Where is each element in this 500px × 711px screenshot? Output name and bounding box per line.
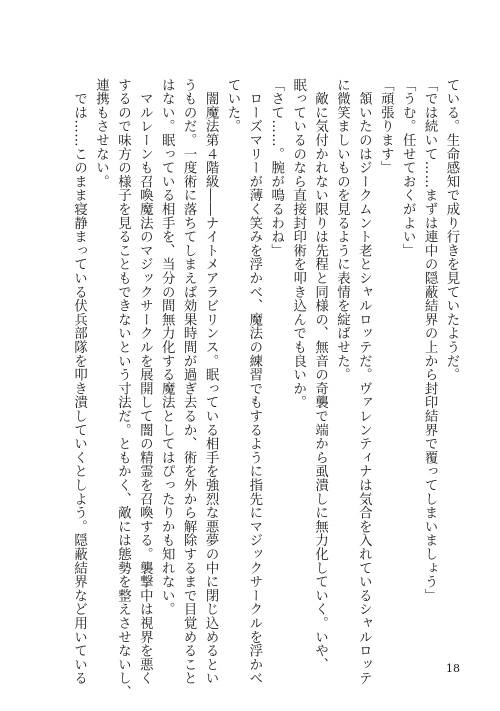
- page-number: 18: [446, 662, 460, 675]
- text-line: 頷いたのはジークムント老とシャルロッテだ。ヴァレンティナは気合を入れているシャルロッテ: [356, 78, 372, 686]
- text-line: ローズマリーが薄く笑みを浮かべ、魔法の練習でもするように指先にマジックサークルを浮かべ: [246, 78, 262, 686]
- text-line: 「さて……。腕が鳴るわね」: [268, 78, 284, 258]
- text-line: マルレーンも召喚魔法のマジックサークルを展開して闇の精霊を召喚する。襲撃中は視界を悪く: [137, 78, 153, 686]
- text-line: するので味方の様子を見ることもできないという寸法だ。ともかく、敵には態勢を整えさせないし、: [115, 78, 131, 699]
- text-line: 眠っているのなら直接封印術を叩き込んでも良いか。: [290, 78, 306, 410]
- text-line: ていた。: [224, 78, 240, 134]
- text-line: はない。眠っている相手を、当分の間無力化する魔法としてはぴったりかも知れない。: [159, 78, 175, 617]
- text-line: に微笑ましいものを見るように表情を綻ばせた。: [334, 78, 350, 382]
- text-line: では……このまま寝静まっている伏兵部隊を叩き潰していくとしよう。隠蔽結界など用いている: [71, 78, 87, 686]
- text-line: うものだ。一度術に落ちてしまえば効果時間が過ぎ去るか、術を外から解除するまで目覚めること: [181, 78, 197, 686]
- text-line: 「うむ。任せておくがよい」: [400, 78, 416, 258]
- text-line: 「では続いて……まずは連中の隠蔽結界の上から封印結界で覆ってしまいましょう」: [422, 78, 438, 603]
- text-line: 連携もさせない。: [93, 78, 109, 189]
- text-line: 敵に気付かれない限りは先程と同様の、無音の奇襲で端から虱潰しに無力化していく。いや、: [312, 78, 328, 672]
- text-line: 闇魔法第４階級――ナイトメアラビリンス。眠っている相手を強烈な悪夢の中に閉じ込めるとい: [203, 78, 219, 686]
- text-line: 「頑張ります」: [378, 78, 394, 175]
- text-line: ている。生命感知で成り行きを見ていたようだ。: [444, 78, 459, 382]
